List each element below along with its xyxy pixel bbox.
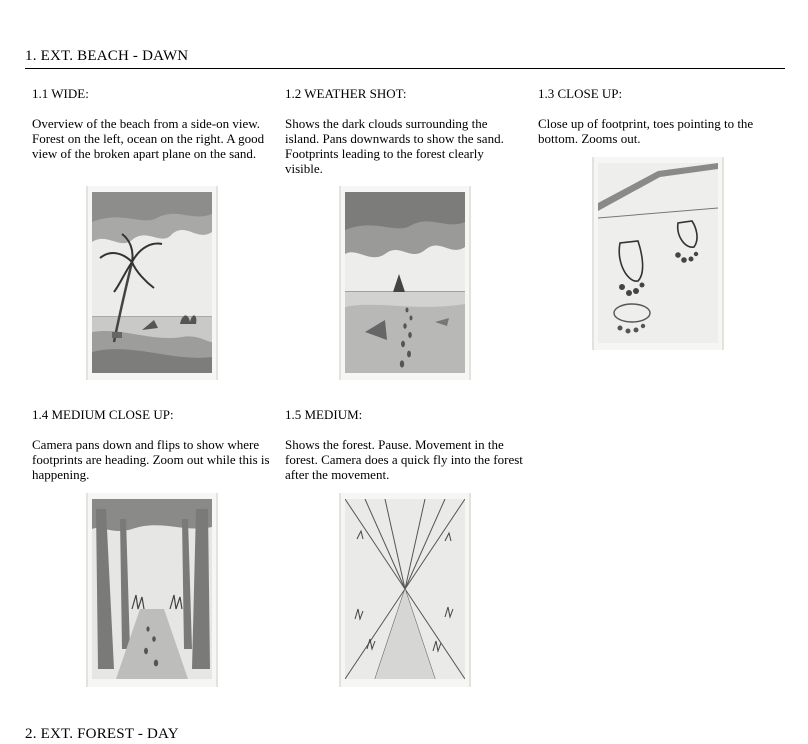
shot-1-2 [285, 86, 525, 176]
weather-sketch-image [345, 192, 465, 373]
forest-path-sketch-image [92, 499, 212, 679]
scene-heading: 1. EXT. BEACH - DAWN [25, 48, 189, 64]
beach-sketch-image [92, 192, 212, 373]
footprint-sketch-image [598, 163, 718, 343]
storyboard-frame-1-3 [592, 157, 724, 350]
storyboard-frame-1-4 [86, 493, 218, 687]
shot-title: 1.1 WIDE: [32, 86, 89, 101]
shot-description: Shows the forest. Pause. Movement in the forest. Camera does a quick fly into the forest after the movement. [285, 437, 523, 482]
shot-title: 1.3 CLOSE UP: [538, 86, 623, 101]
shot-1-5 [285, 407, 525, 482]
scene-divider [25, 68, 785, 69]
shot-description: Shows the dark clouds surrounding the island. Pans downwards to show the sand. Footprints leading to the forest clearly visible. [285, 116, 504, 176]
storyboard-frame-1-5 [339, 493, 471, 687]
shot-1-4 [32, 407, 272, 482]
shot-description: Camera pans down and flips to show where footprints are heading. Zoom out while this is happening. [32, 437, 270, 482]
shot-1-3 [538, 86, 778, 146]
shot-description: Overview of the beach from a side-on view. Forest on the left, ocean on the right. A good view of the broken apart plane on the sand. [32, 116, 265, 161]
shot-1-1 [32, 86, 272, 161]
forest-sketch-image [345, 499, 465, 679]
shot-description: Close up of footprint, toes pointing to the bottom. Zooms out. [538, 116, 754, 146]
storyboard-frame-1-1 [86, 186, 218, 380]
shot-title: 1.4 MEDIUM CLOSE UP: [32, 407, 174, 422]
shot-title: 1.5 MEDIUM: [285, 407, 363, 422]
scene-heading: 2. EXT. FOREST - DAY [25, 726, 179, 742]
shot-title: 1.2 WEATHER SHOT: [285, 86, 407, 101]
storyboard-frame-1-2 [339, 186, 471, 380]
